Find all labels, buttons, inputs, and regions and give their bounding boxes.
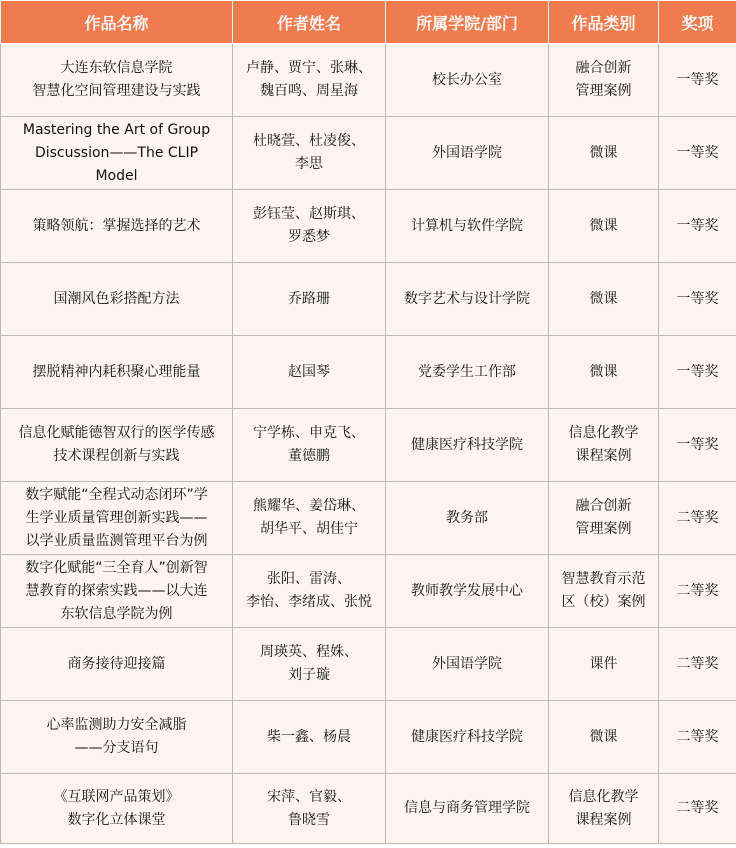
cell-authors-line: 张阳、雷涛、 xyxy=(267,571,351,587)
cell-title-line: ——分支语句 xyxy=(74,740,159,756)
cell-title-line: 生学业质量管理创新实践—— xyxy=(25,509,208,526)
cell-authors-text xyxy=(246,568,372,614)
cell-authors-line: 罗悉梦 xyxy=(288,229,330,245)
cell-department-line: 教师教学发展中心 xyxy=(411,582,523,599)
cell-award xyxy=(659,774,736,844)
cell-category xyxy=(549,263,659,336)
cell-category-text xyxy=(562,568,646,614)
cell-category xyxy=(549,336,659,409)
cell-title-text xyxy=(33,215,201,238)
cell-title-line: 数字化立体课堂 xyxy=(67,811,166,828)
cell-authors-line: 柴一鑫、杨晨 xyxy=(267,728,351,745)
cell-title xyxy=(1,628,233,701)
cell-award-line: 一等奖 xyxy=(676,436,719,453)
cell-title-line: 摆脱精神内耗积聚心理能量 xyxy=(32,363,201,380)
cell-authors xyxy=(233,628,386,701)
cell-department-line: 数字艺术与设计学院 xyxy=(404,290,530,307)
cell-department-text xyxy=(418,361,516,384)
cell-authors xyxy=(233,774,386,844)
cell-award xyxy=(659,117,736,190)
cell-title-line: 商务接待迎接篇 xyxy=(67,655,166,672)
header-row xyxy=(1,1,736,44)
cell-category xyxy=(549,628,659,701)
cell-title-text xyxy=(25,484,208,553)
cell-authors xyxy=(233,263,386,336)
cell-department-text xyxy=(404,797,530,820)
cell-department-text xyxy=(432,69,502,92)
cell-title xyxy=(1,117,233,190)
cell-award-text xyxy=(677,507,719,530)
table-row xyxy=(1,555,736,628)
cell-authors xyxy=(233,701,386,774)
cell-department xyxy=(386,774,549,844)
cell-category-line: 信息化教学 xyxy=(568,788,639,805)
cell-title-line: 心率监测助力安全减脂 xyxy=(46,717,187,733)
cell-authors-text xyxy=(260,641,358,687)
cell-title-line: 以学业质量监测管理平台为例 xyxy=(25,532,208,549)
cell-authors-text xyxy=(253,495,365,541)
cell-category xyxy=(549,117,659,190)
cell-title-text xyxy=(33,361,201,384)
cell-department xyxy=(386,44,549,117)
cell-authors-line: 胡华平、胡佳宁 xyxy=(260,521,358,537)
header-title: 作品名称 xyxy=(1,1,233,44)
cell-department xyxy=(386,701,549,774)
header-authors: 作者姓名 xyxy=(233,1,386,44)
cell-award-text xyxy=(677,288,719,311)
cell-department xyxy=(386,555,549,628)
cell-authors xyxy=(233,44,386,117)
cell-title xyxy=(1,190,233,263)
cell-department xyxy=(386,628,549,701)
cell-authors-text xyxy=(246,57,372,103)
cell-category-text xyxy=(569,422,639,468)
cell-authors-line: 周瑛英、程姝、 xyxy=(260,644,358,660)
cell-award-line: 二等奖 xyxy=(676,728,719,745)
cell-authors-line: 宋萍、官毅、 xyxy=(267,788,351,805)
table-row xyxy=(1,44,736,117)
cell-award-text xyxy=(677,215,719,238)
cell-title xyxy=(1,774,233,844)
cell-category xyxy=(549,482,659,555)
cell-award xyxy=(659,190,736,263)
cell-authors-line: 董德鹏 xyxy=(288,448,330,464)
cell-category-line: 智慧教育示范 xyxy=(561,571,646,587)
cell-category-line: 融合创新 xyxy=(575,498,632,514)
cell-award-text xyxy=(677,69,719,92)
cell-department xyxy=(386,190,549,263)
cell-department-line: 信息与商务管理学院 xyxy=(404,800,530,816)
cell-category-text xyxy=(576,57,632,103)
cell-category-line: 课程案例 xyxy=(575,448,632,464)
cell-authors-line: 杜晓萱、杜凌俊、 xyxy=(253,133,365,149)
cell-award-line: 一等奖 xyxy=(676,290,719,307)
cell-award xyxy=(659,409,736,482)
cell-award xyxy=(659,701,736,774)
cell-category-line: 课件 xyxy=(589,655,618,672)
cell-authors-line: 熊耀华、姜岱琳、 xyxy=(253,498,365,514)
cell-authors-text xyxy=(253,130,365,176)
cell-title-text xyxy=(54,288,180,311)
cell-award-line: 一等奖 xyxy=(676,144,719,161)
cell-award-line: 二等奖 xyxy=(676,800,719,816)
cell-title-text xyxy=(25,557,208,626)
table-row xyxy=(1,190,736,263)
cell-category xyxy=(549,774,659,844)
cell-department-text xyxy=(404,288,530,311)
cell-award xyxy=(659,263,736,336)
table-row xyxy=(1,774,736,844)
cell-title-line: 大连东软信息学院 xyxy=(60,60,173,76)
cell-category-text xyxy=(590,653,618,676)
cell-title xyxy=(1,482,233,555)
cell-title-text xyxy=(19,422,215,468)
header-department: 所属学院/部门 xyxy=(386,1,549,44)
cell-title-line: 技术课程创新与实践 xyxy=(53,448,180,464)
cell-authors-line: 李思 xyxy=(295,156,323,172)
cell-department-text xyxy=(432,653,502,676)
cell-department-line: 外国语学院 xyxy=(432,655,502,672)
cell-category xyxy=(549,555,659,628)
cell-category-line: 微课 xyxy=(589,144,618,161)
cell-category-line: 微课 xyxy=(589,728,618,745)
cell-authors-line: 卢静、贾宁、张琳、 xyxy=(246,60,372,76)
cell-award-text xyxy=(677,361,719,384)
cell-category-line: 微课 xyxy=(589,363,618,380)
cell-award-line: 一等奖 xyxy=(676,71,719,88)
cell-authors-line: 刘子璇 xyxy=(288,667,330,683)
cell-authors xyxy=(233,190,386,263)
cell-category-line: 区（校）案例 xyxy=(561,594,646,610)
cell-title-text xyxy=(54,786,180,832)
table-row xyxy=(1,701,736,774)
cell-authors-line: 宁学栋、申克飞、 xyxy=(253,425,365,441)
cell-title-line: 慧教育的探索实践——以大连 xyxy=(25,582,208,599)
cell-category-text xyxy=(590,361,618,384)
table-row xyxy=(1,409,736,482)
cell-title-line: 智慧化空间管理建设与实践 xyxy=(32,83,201,99)
cell-category-text xyxy=(590,215,618,238)
cell-award-text xyxy=(677,726,719,749)
cell-authors xyxy=(233,482,386,555)
cell-award-text xyxy=(677,434,719,457)
cell-category xyxy=(549,44,659,117)
cell-title-text xyxy=(68,653,166,676)
cell-title-line: 数字化赋能“三全育人”创新智 xyxy=(25,559,208,576)
cell-authors-line: 彭钰莹、赵斯琪、 xyxy=(253,206,365,222)
table-row xyxy=(1,117,736,190)
cell-title xyxy=(1,409,233,482)
cell-authors-text xyxy=(267,786,351,832)
cell-award-line: 二等奖 xyxy=(676,582,719,599)
cell-category-line: 管理案例 xyxy=(575,521,632,537)
cell-title-text xyxy=(23,119,210,188)
cell-title-line: 策略领航：掌握选择的艺术 xyxy=(32,217,201,234)
cell-title-line: Mastering the Art of Group xyxy=(22,121,211,138)
cell-department-line: 健康医疗科技学院 xyxy=(411,436,523,453)
cell-authors-line: 赵国琴 xyxy=(288,363,330,380)
cell-department-line: 健康医疗科技学院 xyxy=(411,728,523,745)
cell-department xyxy=(386,263,549,336)
cell-award xyxy=(659,336,736,409)
table-body xyxy=(1,44,736,844)
cell-authors-line: 乔路珊 xyxy=(288,290,330,307)
cell-authors-text xyxy=(267,726,351,749)
cell-department-text xyxy=(411,434,523,457)
header-category: 作品类别 xyxy=(549,1,659,44)
cell-category xyxy=(549,701,659,774)
cell-department xyxy=(386,336,549,409)
cell-authors xyxy=(233,336,386,409)
cell-award xyxy=(659,628,736,701)
cell-category-text xyxy=(590,142,618,165)
cell-title-line: Discussion——The CLIP xyxy=(34,144,199,161)
cell-title xyxy=(1,263,233,336)
cell-title xyxy=(1,701,233,774)
cell-category-line: 微课 xyxy=(589,217,618,234)
cell-authors xyxy=(233,409,386,482)
table-row xyxy=(1,336,736,409)
table-row xyxy=(1,482,736,555)
cell-department-line: 校长办公室 xyxy=(432,71,502,88)
cell-award-line: 一等奖 xyxy=(676,217,719,234)
cell-category-text xyxy=(590,288,618,311)
cell-award-line: 二等奖 xyxy=(676,655,719,672)
cell-authors-text xyxy=(253,203,365,249)
cell-title-line: 数字赋能“全程式动态闭环”学 xyxy=(25,486,208,503)
cell-authors-line: 鲁晓雪 xyxy=(288,811,330,828)
cell-department-line: 党委学生工作部 xyxy=(418,363,516,380)
cell-award-text xyxy=(677,797,719,820)
cell-department-text xyxy=(411,215,523,238)
cell-category-line: 信息化教学 xyxy=(568,425,639,441)
cell-award xyxy=(659,555,736,628)
cell-authors-text xyxy=(288,361,330,384)
cell-title xyxy=(1,336,233,409)
cell-award xyxy=(659,44,736,117)
cell-authors-line: 魏百鸣、周星海 xyxy=(260,83,358,99)
cell-authors-text xyxy=(253,422,365,468)
header-award: 奖项 xyxy=(659,1,736,44)
cell-title-line: 《互联网产品策划》 xyxy=(53,788,180,805)
cell-authors-text xyxy=(288,288,330,311)
cell-department-line: 外国语学院 xyxy=(432,144,502,161)
cell-award xyxy=(659,482,736,555)
cell-title xyxy=(1,44,233,117)
cell-category-text xyxy=(590,726,618,749)
cell-title-line: Model xyxy=(95,167,138,184)
cell-award-text xyxy=(677,580,719,603)
cell-award-line: 二等奖 xyxy=(676,509,719,526)
cell-title xyxy=(1,555,233,628)
cell-department-line: 计算机与软件学院 xyxy=(411,217,523,234)
cell-department xyxy=(386,117,549,190)
cell-department xyxy=(386,482,549,555)
cell-category-line: 微课 xyxy=(589,290,618,307)
cell-authors xyxy=(233,117,386,190)
cell-award-text xyxy=(677,142,719,165)
cell-category xyxy=(549,190,659,263)
cell-award-line: 一等奖 xyxy=(676,363,719,380)
cell-category-line: 管理案例 xyxy=(575,83,632,99)
cell-department xyxy=(386,409,549,482)
cell-department-text xyxy=(432,142,502,165)
cell-category-text xyxy=(576,495,632,541)
cell-title-line: 东软信息学院为例 xyxy=(60,605,173,622)
cell-category-line: 课程案例 xyxy=(575,811,632,828)
cell-title-line: 国潮风色彩搭配方法 xyxy=(53,290,180,307)
cell-department-text xyxy=(446,507,488,530)
cell-category-text xyxy=(569,786,639,832)
cell-authors-line: 李怡、李绪成、张悦 xyxy=(246,594,372,610)
cell-title-line: 信息化赋能德智双行的医学传感 xyxy=(18,425,215,441)
cell-category-line: 融合创新 xyxy=(575,60,632,76)
cell-authors xyxy=(233,555,386,628)
cell-title-text xyxy=(47,714,187,760)
table-row xyxy=(1,263,736,336)
cell-category xyxy=(549,409,659,482)
table-row xyxy=(1,628,736,701)
cell-department-line: 教务部 xyxy=(446,509,488,526)
cell-department-text xyxy=(411,726,523,749)
cell-title-text xyxy=(33,57,201,103)
cell-department-text xyxy=(411,580,523,603)
cell-award-text xyxy=(677,653,719,676)
